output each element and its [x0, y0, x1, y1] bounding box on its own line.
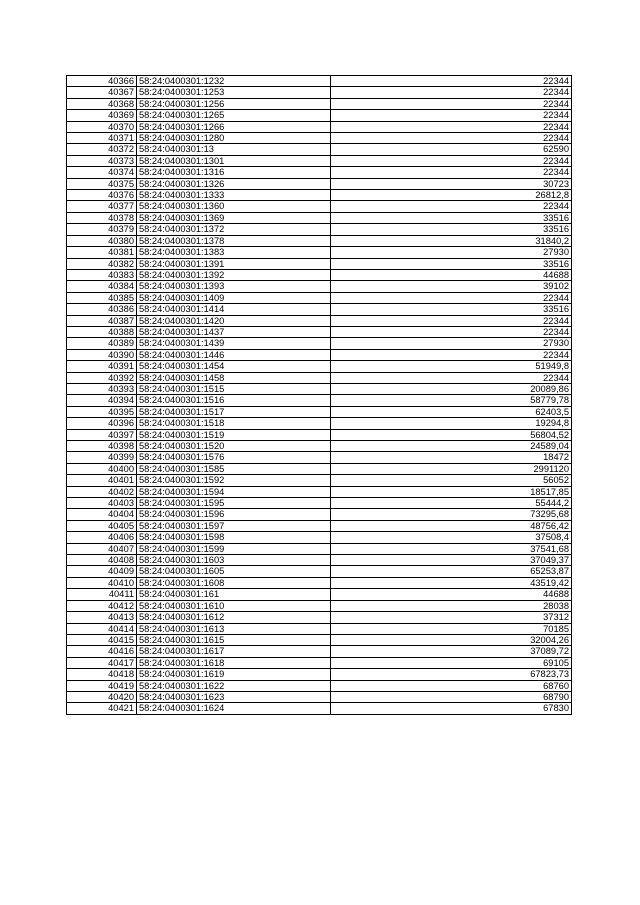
cadastral-number-cell: 58:24:0400301:1622: [137, 680, 331, 691]
row-number-cell: 40393: [67, 383, 137, 394]
row-number-cell: 40368: [67, 98, 137, 109]
table-body: [67, 76, 572, 715]
row-number-cell: 40398: [67, 441, 137, 452]
cadastral-number-cell: 58:24:0400301:1333: [137, 190, 331, 201]
row-number-cell: 40391: [67, 361, 137, 372]
cadastral-number-cell: 58:24:0400301:1360: [137, 201, 331, 212]
value-cell: 22344: [331, 133, 572, 144]
table-row: [67, 361, 572, 372]
row-number-cell: 40379: [67, 224, 137, 235]
row-number-cell: 40386: [67, 304, 137, 315]
row-number-cell: 40405: [67, 520, 137, 531]
row-number-cell: 40374: [67, 167, 137, 178]
cadastral-number-cell: 58:24:0400301:1576: [137, 452, 331, 463]
cadastral-number-cell: 58:24:0400301:1232: [137, 76, 331, 87]
value-cell: 65253,87: [331, 566, 572, 577]
table-row: [67, 315, 572, 326]
value-cell: 67823,73: [331, 669, 572, 680]
table-row: [67, 133, 572, 144]
table-row: [67, 372, 572, 383]
table-row: [67, 110, 572, 121]
table-row: [67, 178, 572, 189]
row-number-cell: 40394: [67, 395, 137, 406]
row-number-cell: 40399: [67, 452, 137, 463]
cadastral-number-cell: 58:24:0400301:1595: [137, 498, 331, 509]
cadastral-number-cell: 58:24:0400301:1597: [137, 520, 331, 531]
cadastral-number-cell: 58:24:0400301:1372: [137, 224, 331, 235]
cadastral-number-cell: 58:24:0400301:1369: [137, 212, 331, 223]
cadastral-number-cell: 58:24:0400301:1603: [137, 555, 331, 566]
cadastral-number-cell: 58:24:0400301:1618: [137, 657, 331, 668]
cadastral-number-cell: 58:24:0400301:1446: [137, 349, 331, 360]
row-number-cell: 40389: [67, 338, 137, 349]
cadastral-number-cell: 58:24:0400301:1454: [137, 361, 331, 372]
value-cell: 32004,26: [331, 634, 572, 645]
row-number-cell: 40383: [67, 269, 137, 280]
row-number-cell: 40387: [67, 315, 137, 326]
table-row: [67, 566, 572, 577]
cadastral-number-cell: 58:24:0400301:1392: [137, 269, 331, 280]
cadastral-number-cell: 58:24:0400301:1585: [137, 463, 331, 474]
cadastral-number-cell: 58:24:0400301:1615: [137, 634, 331, 645]
table-row: [67, 532, 572, 543]
value-cell: 62590: [331, 144, 572, 155]
value-cell: 2991120: [331, 463, 572, 474]
value-cell: 62403,5: [331, 406, 572, 417]
table-row: [67, 212, 572, 223]
value-cell: 18472: [331, 452, 572, 463]
row-number-cell: 40406: [67, 532, 137, 543]
row-number-cell: 40419: [67, 680, 137, 691]
cadastral-number-cell: 58:24:0400301:1596: [137, 509, 331, 520]
cadastral-number-cell: 58:24:0400301:1518: [137, 418, 331, 429]
cadastral-number-cell: 58:24:0400301:13: [137, 144, 331, 155]
table-row: [67, 463, 572, 474]
table-row: [67, 509, 572, 520]
value-cell: 68790: [331, 691, 572, 702]
row-number-cell: 40417: [67, 657, 137, 668]
row-number-cell: 40411: [67, 589, 137, 600]
cadastral-number-cell: 58:24:0400301:1383: [137, 247, 331, 258]
table-row: [67, 612, 572, 623]
cadastral-number-cell: 58:24:0400301:1612: [137, 612, 331, 623]
cadastral-number-cell: 58:24:0400301:1515: [137, 383, 331, 394]
table-row: [67, 406, 572, 417]
row-number-cell: 40384: [67, 281, 137, 292]
row-number-cell: 40421: [67, 703, 137, 714]
table-row: [67, 418, 572, 429]
cadastral-number-cell: 58:24:0400301:1439: [137, 338, 331, 349]
table-row: [67, 201, 572, 212]
value-cell: 33516: [331, 212, 572, 223]
row-number-cell: 40380: [67, 235, 137, 246]
cadastral-number-cell: 58:24:0400301:1265: [137, 110, 331, 121]
table-row: [67, 395, 572, 406]
value-cell: 22344: [331, 372, 572, 383]
cadastral-number-cell: 58:24:0400301:1414: [137, 304, 331, 315]
value-cell: 24589,04: [331, 441, 572, 452]
row-number-cell: 40407: [67, 543, 137, 554]
table-row: [67, 589, 572, 600]
value-cell: 22344: [331, 201, 572, 212]
table-row: [67, 657, 572, 668]
row-number-cell: 40412: [67, 600, 137, 611]
row-number-cell: 40375: [67, 178, 137, 189]
value-cell: 30723: [331, 178, 572, 189]
value-cell: 56804,52: [331, 429, 572, 440]
value-cell: 69105: [331, 657, 572, 668]
table-row: [67, 680, 572, 691]
cadastral-number-cell: 58:24:0400301:1592: [137, 475, 331, 486]
value-cell: 19294,8: [331, 418, 572, 429]
table-row: [67, 703, 572, 714]
table-row: [67, 76, 572, 87]
value-cell: 56052: [331, 475, 572, 486]
table-row: [67, 155, 572, 166]
row-number-cell: 40403: [67, 498, 137, 509]
table-row: [67, 269, 572, 280]
value-cell: 58779,78: [331, 395, 572, 406]
cadastral-number-cell: 58:24:0400301:1437: [137, 326, 331, 337]
cadastral-number-cell: 58:24:0400301:1378: [137, 235, 331, 246]
cadastral-number-cell: 58:24:0400301:1605: [137, 566, 331, 577]
table-row: [67, 669, 572, 680]
value-cell: 22344: [331, 121, 572, 132]
cadastral-number-cell: 58:24:0400301:1409: [137, 292, 331, 303]
row-number-cell: 40373: [67, 155, 137, 166]
row-number-cell: 40396: [67, 418, 137, 429]
row-number-cell: 40370: [67, 121, 137, 132]
row-number-cell: 40381: [67, 247, 137, 258]
row-number-cell: 40378: [67, 212, 137, 223]
value-cell: 44688: [331, 589, 572, 600]
value-cell: 22344: [331, 292, 572, 303]
row-number-cell: 40382: [67, 258, 137, 269]
value-cell: 28038: [331, 600, 572, 611]
table-row: [67, 292, 572, 303]
value-cell: 27930: [331, 247, 572, 258]
row-number-cell: 40390: [67, 349, 137, 360]
row-number-cell: 40414: [67, 623, 137, 634]
row-number-cell: 40409: [67, 566, 137, 577]
row-number-cell: 40401: [67, 475, 137, 486]
cadastral-number-cell: 58:24:0400301:1256: [137, 98, 331, 109]
value-cell: 37049,37: [331, 555, 572, 566]
value-cell: 67830: [331, 703, 572, 714]
table-row: [67, 87, 572, 98]
row-number-cell: 40392: [67, 372, 137, 383]
cadastral-number-cell: 58:24:0400301:161: [137, 589, 331, 600]
row-number-cell: 40397: [67, 429, 137, 440]
cadastral-number-cell: 58:24:0400301:1391: [137, 258, 331, 269]
table-row: [67, 190, 572, 201]
cadastral-number-cell: 58:24:0400301:1613: [137, 623, 331, 634]
table-row: [67, 543, 572, 554]
table-row: [67, 646, 572, 657]
value-cell: 22344: [331, 315, 572, 326]
value-cell: 22344: [331, 155, 572, 166]
cadastral-number-cell: 58:24:0400301:1598: [137, 532, 331, 543]
value-cell: 26812,8: [331, 190, 572, 201]
value-cell: 70185: [331, 623, 572, 634]
value-cell: 43519,42: [331, 577, 572, 588]
table-row: [67, 520, 572, 531]
value-cell: 22344: [331, 110, 572, 121]
table-row: [67, 429, 572, 440]
cadastral-number-cell: 58:24:0400301:1599: [137, 543, 331, 554]
row-number-cell: 40418: [67, 669, 137, 680]
table-row: [67, 498, 572, 509]
value-cell: 22344: [331, 167, 572, 178]
table-row: [67, 475, 572, 486]
value-cell: 39102: [331, 281, 572, 292]
row-number-cell: 40410: [67, 577, 137, 588]
row-number-cell: 40377: [67, 201, 137, 212]
table-row: [67, 304, 572, 315]
row-number-cell: 40395: [67, 406, 137, 417]
table-row: [67, 338, 572, 349]
cadastral-number-cell: 58:24:0400301:1608: [137, 577, 331, 588]
row-number-cell: 40408: [67, 555, 137, 566]
cadastral-number-cell: 58:24:0400301:1610: [137, 600, 331, 611]
table-row: [67, 258, 572, 269]
table-row: [67, 167, 572, 178]
cadastral-number-cell: 58:24:0400301:1617: [137, 646, 331, 657]
value-cell: 37541,68: [331, 543, 572, 554]
row-number-cell: 40415: [67, 634, 137, 645]
value-cell: 20089,86: [331, 383, 572, 394]
cadastral-number-cell: 58:24:0400301:1619: [137, 669, 331, 680]
table-row: [67, 441, 572, 452]
data-table: [66, 75, 572, 715]
row-number-cell: 40402: [67, 486, 137, 497]
value-cell: 27930: [331, 338, 572, 349]
value-cell: 37508,4: [331, 532, 572, 543]
cadastral-number-cell: 58:24:0400301:1253: [137, 87, 331, 98]
table-row: [67, 577, 572, 588]
value-cell: 68760: [331, 680, 572, 691]
row-number-cell: 40388: [67, 326, 137, 337]
cadastral-number-cell: 58:24:0400301:1316: [137, 167, 331, 178]
row-number-cell: 40376: [67, 190, 137, 201]
table-row: [67, 452, 572, 463]
table-row: [67, 144, 572, 155]
value-cell: 22344: [331, 87, 572, 98]
value-cell: 31840,2: [331, 235, 572, 246]
value-cell: 22344: [331, 76, 572, 87]
value-cell: 55444,2: [331, 498, 572, 509]
cadastral-number-cell: 58:24:0400301:1623: [137, 691, 331, 702]
table-row: [67, 486, 572, 497]
value-cell: 33516: [331, 258, 572, 269]
row-number-cell: 40366: [67, 76, 137, 87]
row-number-cell: 40404: [67, 509, 137, 520]
value-cell: 33516: [331, 224, 572, 235]
cadastral-number-cell: 58:24:0400301:1266: [137, 121, 331, 132]
value-cell: 51949,8: [331, 361, 572, 372]
table-row: [67, 224, 572, 235]
cadastral-number-cell: 58:24:0400301:1280: [137, 133, 331, 144]
cadastral-number-cell: 58:24:0400301:1519: [137, 429, 331, 440]
table-row: [67, 634, 572, 645]
cadastral-number-cell: 58:24:0400301:1520: [137, 441, 331, 452]
table-row: [67, 555, 572, 566]
cadastral-number-cell: 58:24:0400301:1420: [137, 315, 331, 326]
row-number-cell: 40372: [67, 144, 137, 155]
table-row: [67, 691, 572, 702]
value-cell: 22344: [331, 98, 572, 109]
value-cell: 48756,42: [331, 520, 572, 531]
table-row: [67, 383, 572, 394]
cadastral-number-cell: 58:24:0400301:1624: [137, 703, 331, 714]
table-row: [67, 235, 572, 246]
row-number-cell: 40413: [67, 612, 137, 623]
table-row: [67, 326, 572, 337]
value-cell: 33516: [331, 304, 572, 315]
row-number-cell: 40420: [67, 691, 137, 702]
value-cell: 37089,72: [331, 646, 572, 657]
value-cell: 22344: [331, 349, 572, 360]
cadastral-number-cell: 58:24:0400301:1301: [137, 155, 331, 166]
table-row: [67, 121, 572, 132]
cadastral-number-cell: 58:24:0400301:1516: [137, 395, 331, 406]
table-row: [67, 349, 572, 360]
cadastral-number-cell: 58:24:0400301:1517: [137, 406, 331, 417]
row-number-cell: 40385: [67, 292, 137, 303]
table-row: [67, 247, 572, 258]
row-number-cell: 40416: [67, 646, 137, 657]
row-number-cell: 40400: [67, 463, 137, 474]
row-number-cell: 40369: [67, 110, 137, 121]
value-cell: 37312: [331, 612, 572, 623]
table-row: [67, 281, 572, 292]
value-cell: 73295,68: [331, 509, 572, 520]
table-row: [67, 98, 572, 109]
cadastral-number-cell: 58:24:0400301:1594: [137, 486, 331, 497]
table-row: [67, 600, 572, 611]
row-number-cell: 40367: [67, 87, 137, 98]
cadastral-number-cell: 58:24:0400301:1393: [137, 281, 331, 292]
value-cell: 18517,85: [331, 486, 572, 497]
value-cell: 44688: [331, 269, 572, 280]
value-cell: 22344: [331, 326, 572, 337]
table-row: [67, 623, 572, 634]
cadastral-number-cell: 58:24:0400301:1326: [137, 178, 331, 189]
row-number-cell: 40371: [67, 133, 137, 144]
cadastral-number-cell: 58:24:0400301:1458: [137, 372, 331, 383]
